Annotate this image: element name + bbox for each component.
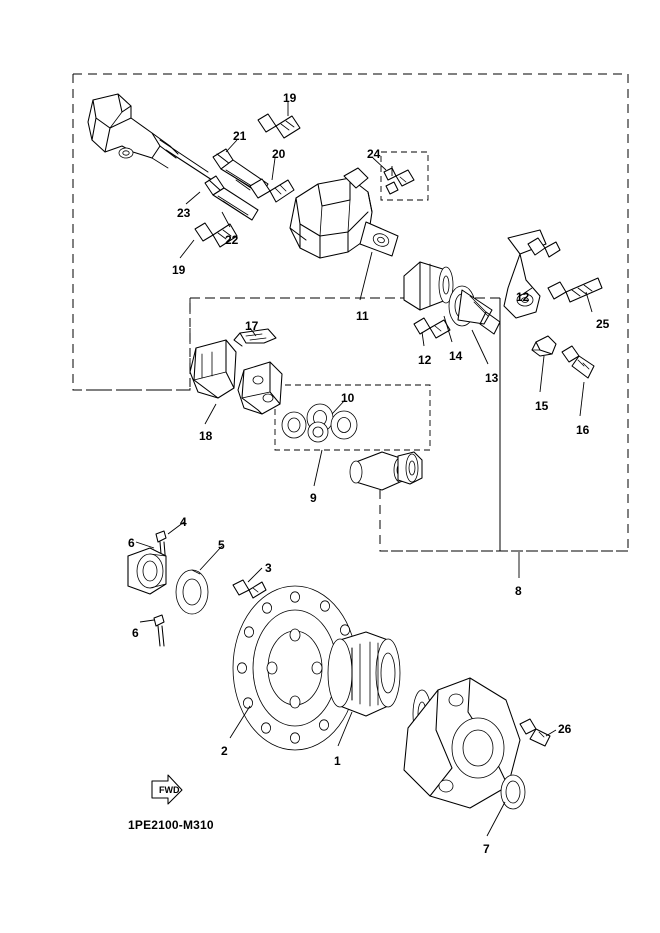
callout-1: 1 <box>334 754 341 768</box>
callout-17: 17 <box>245 319 259 333</box>
callout-10: 10 <box>341 391 355 405</box>
callout-9: 9 <box>310 491 317 505</box>
callout-15: 15 <box>535 399 549 413</box>
callout-14: 14 <box>449 349 463 363</box>
callout-6-upper: 6 <box>128 536 135 550</box>
callout-23: 23 <box>177 206 191 220</box>
callout-8: 8 <box>515 584 522 598</box>
callout-12-right: 12 <box>516 290 530 304</box>
callout-21: 21 <box>233 129 247 143</box>
callout-24: 24 <box>367 147 381 161</box>
callout-20: 20 <box>272 147 286 161</box>
callout-7: 7 <box>483 842 490 856</box>
callout-6-lower: 6 <box>132 626 139 640</box>
callout-26: 26 <box>558 722 572 736</box>
part-code-label: 1PE2100-M310 <box>128 818 214 832</box>
callout-19-left: 19 <box>172 263 186 277</box>
callout-19-top: 19 <box>283 91 297 105</box>
callout-5: 5 <box>218 538 225 552</box>
callout-18: 18 <box>199 429 213 443</box>
callout-4: 4 <box>180 515 187 529</box>
callout-22: 22 <box>225 233 239 247</box>
callout-16: 16 <box>576 423 590 437</box>
fwd-direction-label: FWD <box>159 785 180 795</box>
callout-3: 3 <box>265 561 272 575</box>
callout-11: 11 <box>356 309 369 323</box>
callout-25: 25 <box>596 317 610 331</box>
callout-12-lower: 12 <box>418 353 432 367</box>
callout-13: 13 <box>485 371 499 385</box>
callout-2: 2 <box>221 744 228 758</box>
